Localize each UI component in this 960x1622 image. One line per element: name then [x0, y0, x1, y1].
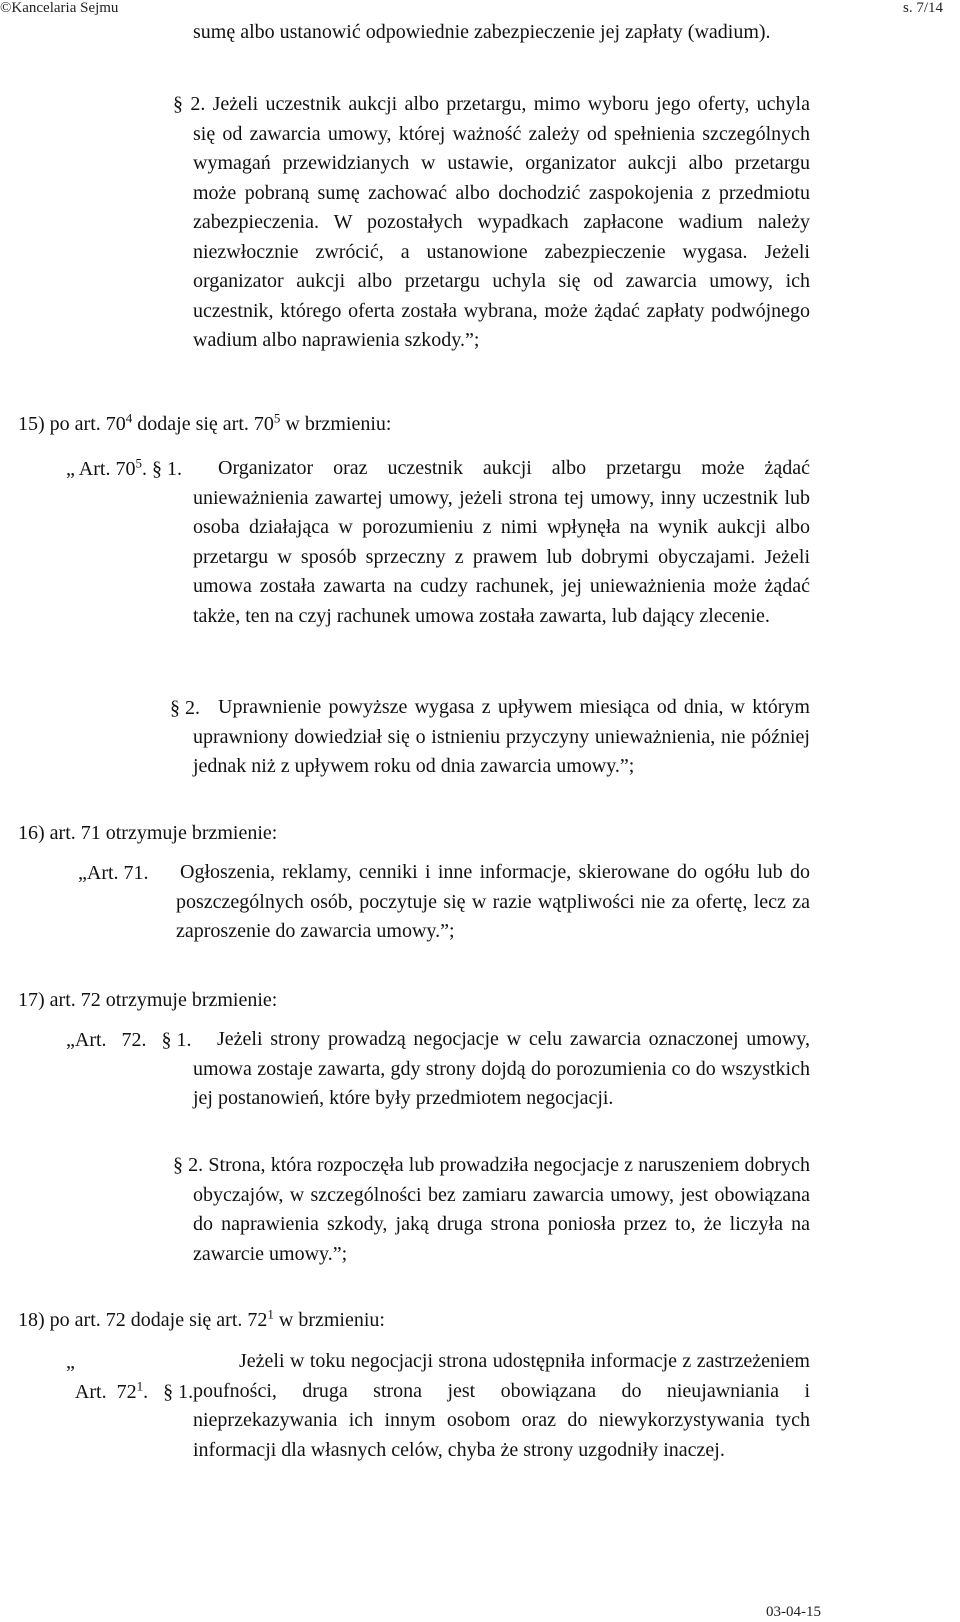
art70-4-par1-tail: sumę albo ustanowić odpowiednie zabezpieczenie jej zapłaty (wadium).	[193, 21, 771, 43]
art71-par1: Ogłoszenia, reklamy, cenniki i inne informacje, skierowane do ogółu lub do poszczególnych osób, poczytuje się w razie wątpliwości nie za ofertę, lecz za zaproszenie do zawarcia umowy.”;	[176, 861, 810, 942]
art70-4-par2: § 2. Jeżeli uczestnik aukcji albo przetargu, mimo wyboru jego oferty, uchyla się od zawarcia umowy, której ważność zależy od spełnienia szczególnych wymagań przewidzianych w ustawie, organizator aukcji albo przetargu może pobraną sumę zachować albo dochodzić zaspokojenia z przedmiotu zabezpieczenia. W pozostałych wypadkach zapłacone wadium należy niezwłocznie zwrócić, a ustanowione zabezpieczenie wygasa. Jeżeli organizator aukcji albo przetargu uchyla się od zawarcia umowy, ich uczestnik, którego oferta została wybrana, może żądać zapłaty podwójnego wadium albo naprawienia szkody.”;	[173, 93, 810, 351]
art70-5-par2-label: § 2.	[170, 697, 200, 719]
amendment-item-17: 17) art. 72 otrzymuje brzmienie:	[18, 989, 278, 1011]
art72-par1: Jeżeli strony prowadzą negocjacje w celu zawarcia oznaczonej umowy, umowa zostaje zawarta, gdy strony dojdą do porozumienia co do wszystkich jej postanowień, które były przedmiotem negocjacji.	[193, 1028, 810, 1109]
amendment-item-18: 18) po art. 72 dodaje się art. $72^1$ w brzmieniu:	[18, 1306, 385, 1331]
art72-par2: § 2. Strona, która rozpoczęła lub prowadziła negocjacje z naruszeniem dobrych obyczajów, w szczególności bez zamiaru zawarcia umowy, jest obowiązana do naprawienia szkody, jaką druga strona poniosła przez to, że liczyła na zawarcie umowy.”;	[173, 1154, 810, 1265]
art72-1-par1: Jeżeli w toku negocjacji strona udostępniła informacje z zastrzeżeniem poufności, druga strona jest obowiązana do nieujawniania i nieprzekazywania ich innym osobom oraz do niewykorzystywania tych informacji dla własnych celów, chyba że strony uzgodniły inaczej.	[193, 1350, 810, 1461]
header-source: ©Kancelaria Sejmu	[0, 0, 119, 16]
footer-date: 03-04-15	[766, 1604, 821, 1620]
art70-5-par2: Uprawnienie powyższe wygasa z upływem miesiąca od dnia, w którym uprawniony dowiedział się o istnieniu przyczyny unieważnienia, nie później jednak niż z upływem roku od dnia zawarcia umowy.”;	[193, 696, 810, 777]
header-page-number: s. 7/14	[903, 0, 944, 16]
art71-label: „ Art. 71.	[78, 858, 149, 888]
amendment-item-16: 16) art. 71 otrzymuje brzmienie:	[18, 822, 278, 844]
amendment-item-15: 15) po art. $70^4$ dodaje się art. $70^5$ w brzmieniu:	[18, 410, 392, 435]
art70-5-par1: Organizator oraz uczestnik aukcji albo przetargu może żądać unieważnienia zawartej umowy, jeżeli strona tej umowy, inny uczestnik lub osoba działająca w porozumieniu z nimi wpłynęła na wynik aukcji albo przetargu w sposób sprzeczny z prawem lub dobrymi obyczajami. Jeżeli umowa została zawarta na cudzy rachunek, jej unieważnienia może żądać także, ten na czyj rachunek umowa została zawarta, lub dający zlecenie.	[193, 457, 810, 627]
art72-1-label: „ Art. $72^1$. § 1.	[66, 1347, 193, 1407]
art70-5-label: „ Art. $70^5$. § 1.	[66, 454, 182, 484]
art72-label: „ Art. 72. § 1.	[66, 1025, 192, 1055]
